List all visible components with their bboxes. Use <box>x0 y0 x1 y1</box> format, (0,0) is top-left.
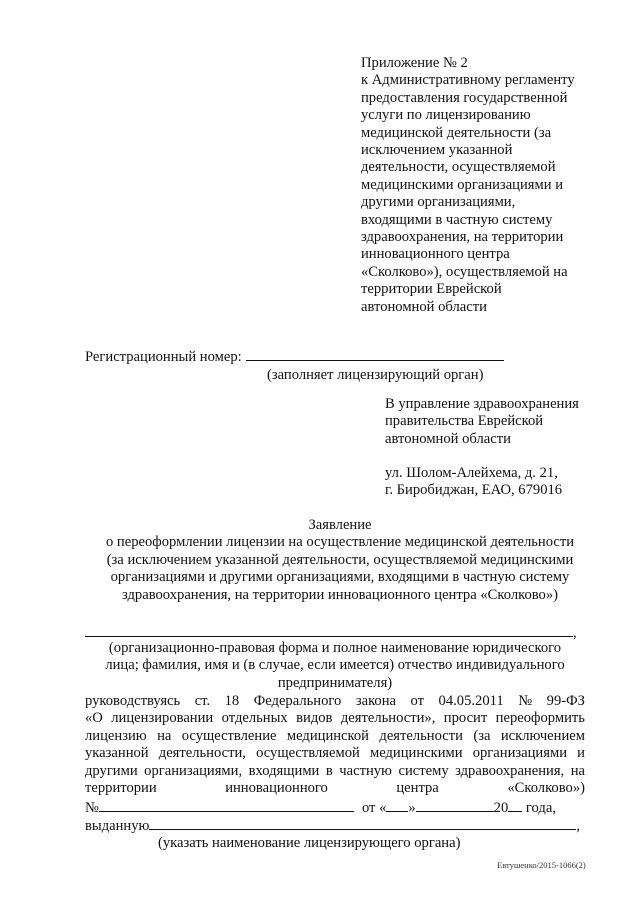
appendix-line: «Сколково»), осуществляемой на <box>361 263 568 280</box>
appendix-line: деятельности, осуществляемой <box>361 159 556 176</box>
body-word: № <box>518 693 533 709</box>
body-word: 99-ФЗ <box>546 693 585 709</box>
body-word: организациями <box>472 745 567 762</box>
body-word: медицинской <box>286 727 369 744</box>
year-suffix: года, <box>522 800 556 817</box>
title-heading: Заявление <box>308 517 372 533</box>
addressee-line: В управление здравоохранения <box>385 396 579 412</box>
body-word: указанной <box>85 745 149 762</box>
application-title <box>60 517 620 604</box>
body-word: лицензию <box>85 727 147 744</box>
body-word: территории <box>85 779 157 796</box>
organization-note-line: предпринимателя) <box>277 674 393 691</box>
body-word: в <box>325 762 333 779</box>
title-line: о переоформлении лицензии на осуществление медицинской деятельности <box>105 534 575 551</box>
body-line <box>85 728 585 745</box>
body-word: 04.05.2011 <box>438 693 504 709</box>
body-word: систему <box>398 762 449 779</box>
body-word: лицензировании <box>111 710 214 727</box>
body-line <box>85 780 585 797</box>
body-word: деятельности», <box>340 710 436 727</box>
body-paragraph <box>85 693 585 797</box>
appendix-line: предоставления государственной <box>361 89 568 106</box>
issued-note: (указать наименование лицензирующего органа) <box>158 835 461 851</box>
body-word: просит <box>443 710 488 727</box>
appendix-line: медицинскими организациями и <box>361 176 564 193</box>
appendix-line: к Административному регламенту <box>361 72 575 89</box>
body-word: отдельных <box>221 710 288 727</box>
date-quote-close: » <box>408 800 416 817</box>
body-word: исключением <box>500 727 585 744</box>
footer-code: Евтушенко/2015-1066(2) <box>497 860 586 870</box>
body-line <box>85 693 585 710</box>
body-line <box>85 745 585 762</box>
appendix-line: здравоохранения, на территории <box>361 229 564 246</box>
organization-note <box>85 640 585 692</box>
organization-name-field[interactable] <box>85 622 573 637</box>
body-word: «О <box>85 710 103 727</box>
body-word: центра <box>396 779 439 796</box>
registration-note: (заполняет лицензирующий орган) <box>267 367 484 383</box>
body-word: деятельности <box>379 727 463 744</box>
date-day-field[interactable] <box>386 797 408 812</box>
body-word: закона <box>355 693 397 709</box>
year-prefix: 20 <box>493 800 509 817</box>
license-number-field[interactable] <box>99 797 354 812</box>
appendix-line: инновационного центра <box>361 246 510 263</box>
body-word: другими <box>85 762 138 779</box>
issued-by-row <box>85 815 585 832</box>
body-word: деятельности, <box>158 745 246 762</box>
body-word: на <box>570 762 585 779</box>
body-word: здравоохранения, <box>455 762 565 779</box>
body-word: инновационного <box>225 779 328 796</box>
appendix-header <box>361 55 611 316</box>
appendix-line: территории Еврейской <box>361 281 502 298</box>
body-word: на <box>157 727 172 744</box>
body-word: осуществление <box>181 727 277 744</box>
address-line: ул. Шолом-Алейхема, д. 21, <box>385 465 558 481</box>
body-word: организациями, <box>144 762 243 779</box>
date-from-label: от « <box>361 800 387 817</box>
appendix-line: другими организациями, <box>361 194 516 211</box>
body-word: и <box>577 745 585 762</box>
body-word: руководствуясь <box>85 693 181 709</box>
addressee-line: автономной области <box>385 430 511 447</box>
body-line <box>85 763 585 780</box>
body-word: медицинскими <box>369 745 463 762</box>
body-word: частную <box>339 762 392 779</box>
appendix-line: медицинской деятельности (за <box>361 124 552 141</box>
body-word: (за <box>473 727 491 744</box>
address-block <box>385 465 562 500</box>
appendix-line: Приложение № 2 <box>361 55 468 71</box>
issued-comma: , <box>576 817 581 834</box>
body-word: «Сколково») <box>507 779 585 796</box>
appendix-line: услуги по лицензированию <box>361 107 531 124</box>
appendix-line: исключением указанной <box>361 142 513 159</box>
appendix-line: автономной области <box>361 298 487 315</box>
body-word: переоформить <box>495 710 585 727</box>
number-sign: № <box>85 800 99 817</box>
registration-number-field[interactable] <box>246 346 504 361</box>
issuing-authority-field[interactable] <box>149 815 576 830</box>
body-word: осуществляемой <box>256 745 360 762</box>
title-line: (за исключением указанной деятельности, осуществляемой медицинскими <box>106 551 574 568</box>
body-word: входящими <box>248 762 320 779</box>
body-word: от <box>410 693 425 709</box>
license-number-row <box>85 797 585 817</box>
addressee-block <box>385 396 579 448</box>
body-word: 18 <box>224 693 240 709</box>
registration-row <box>85 346 504 366</box>
title-line: организациями и другими организациями, входящими в частную систему <box>110 569 570 586</box>
body-word: Федерального <box>253 693 342 709</box>
organization-comma: , <box>573 625 577 641</box>
body-word: ст. <box>194 693 211 709</box>
addressee-line: правительства Еврейской <box>385 413 544 430</box>
appendix-line: входящими в частную систему <box>361 211 553 228</box>
application-body <box>85 693 585 832</box>
issued-label: выданную <box>85 817 150 834</box>
organization-note-line: (организационно-правовая форма и полное наименование юридического <box>108 640 562 656</box>
title-line: здравоохранения, на территории инновационного центра «Сколково») <box>122 586 558 603</box>
date-year-field[interactable] <box>508 797 522 812</box>
address-line: г. Биробиджан, ЕАО, 679016 <box>385 482 563 499</box>
date-month-field[interactable] <box>416 797 494 812</box>
body-word: видов <box>296 710 333 727</box>
organization-note-line: лица; фамилия, имя и (в случае, если имеется) отчество индивидуального <box>105 657 565 674</box>
registration-label: Регистрационный номер: <box>85 349 242 365</box>
body-line <box>85 710 585 727</box>
